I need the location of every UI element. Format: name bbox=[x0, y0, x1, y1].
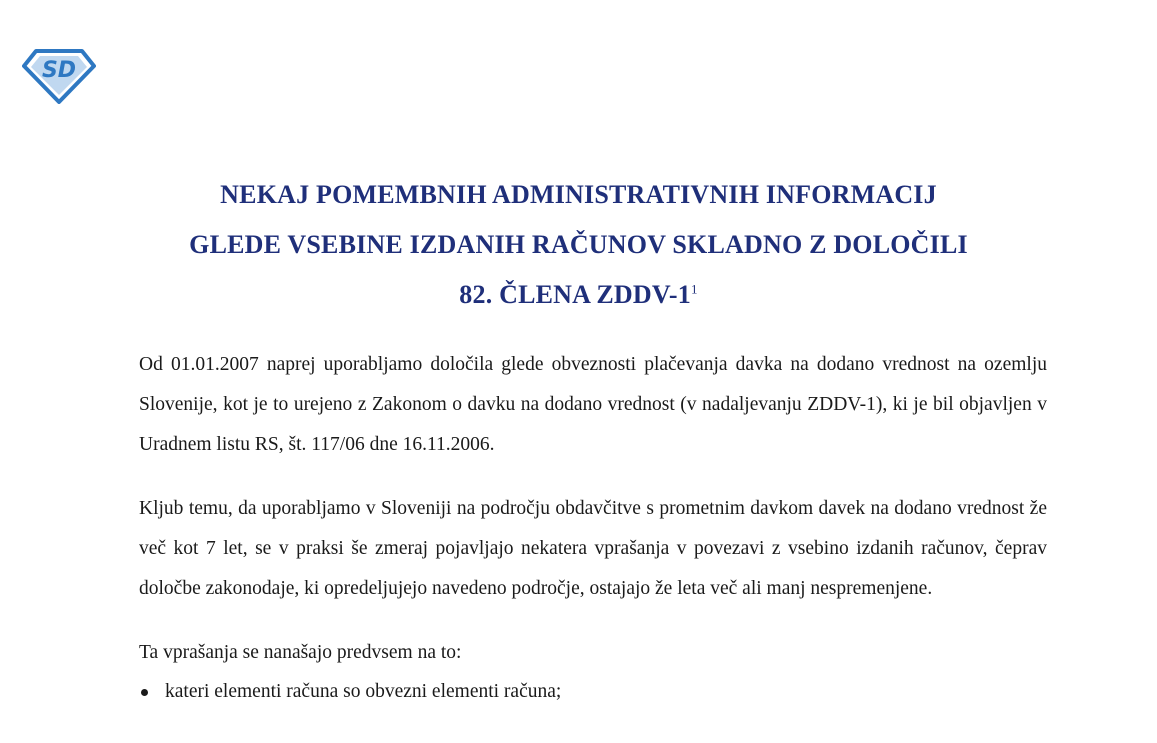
footnote-marker: 1 bbox=[690, 281, 698, 297]
list-item-text: kateri elementi računa so obvezni elementi računa; bbox=[165, 681, 562, 702]
title-line-3-text: 82. ČLENA ZDDV-1 bbox=[459, 280, 691, 309]
document-title bbox=[0, 170, 1157, 320]
list-item bbox=[139, 677, 1047, 707]
paragraph-2: Kljub temu, da uporabljamo v Sloveniji na področju obdavčitve s prometnim davkom davek na dodano vrednost že več kot 7 let, se v praksi še zmeraj pojavljajo nekatera vprašanja v povezavi z vsebino izdanih računov, čeprav določbe zakonodaje, ki opredeljujejo navedeno področje, ostajajo že leta več ali manj nespremenjene. bbox=[139, 498, 1047, 599]
sd-shield-logo-icon bbox=[22, 48, 96, 104]
company-logo bbox=[22, 48, 96, 104]
svg-text:SD: SD bbox=[41, 58, 77, 83]
title-line-3 bbox=[0, 270, 1157, 320]
bullet-dot-icon bbox=[141, 689, 148, 696]
paragraph-1: Od 01.01.2007 naprej uporabljamo določila glede obveznosti plačevanja davka na dodano vrednost na ozemlju Slovenije, kot je to urejeno z Zakonom o davku na dodano vrednost (v nadaljevanju ZDDV-1), ki je bil objavljen v Uradnem listu RS, št. 117/06 dne 16.11.2006. bbox=[139, 354, 1047, 455]
title-line-2: GLEDE VSEBINE IZDANIH RAČUNOV SKLADNO Z DOLOČILI bbox=[189, 230, 968, 259]
document-body bbox=[139, 345, 1047, 707]
paragraph-3: Ta vprašanja se nanašajo predvsem na to: bbox=[139, 642, 462, 663]
bullet-list bbox=[139, 677, 1047, 707]
title-line-1: NEKAJ POMEMBNIH ADMINISTRATIVNIH INFORMACIJ bbox=[220, 180, 937, 209]
